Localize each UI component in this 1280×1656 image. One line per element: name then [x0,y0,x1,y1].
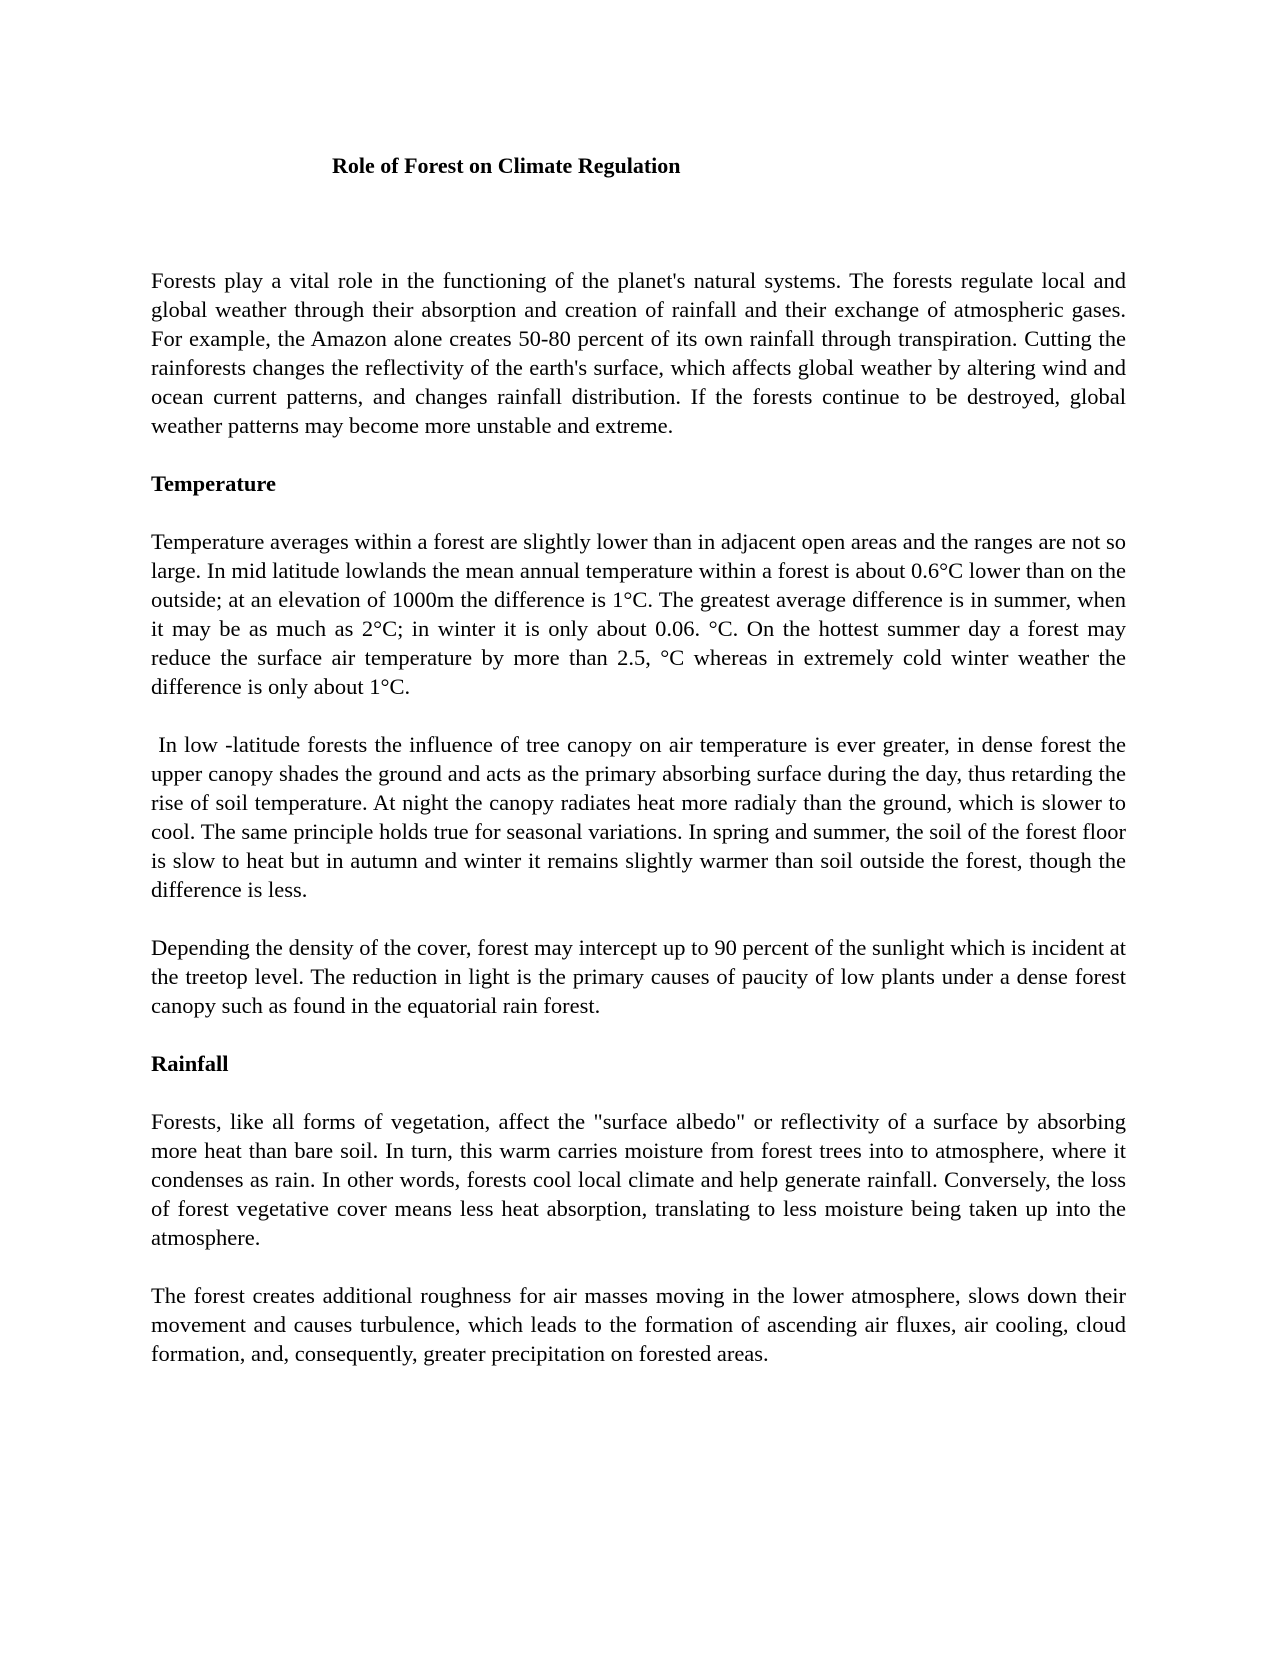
temperature-paragraph-1: Temperature averages within a forest are slightly lower than in adjacent open areas and the ranges are not so large. In mid latitude lowlands the mean annual temperature within a forest is about 0.6°C lower than on the outside; at an elevation of 1000m the difference is 1°C. The greatest average difference is in summer, when it may be as much as 2°C; in winter it is only about 0.06. °C. On the hottest summer day a forest may reduce the surface air temperature by more than 2.5, °C whereas in extremely cold winter weather the difference is only about 1°C. [151,529,1132,699]
rainfall-heading: Rainfall [151,1051,229,1076]
temperature-paragraph-3: Depending the density of the cover, forest may intercept up to 90 percent of the sunlight which is incident at the treetop level. The reduction in light is the primary causes of paucity of low plants under a dense forest canopy such as found in the equatorial rain forest. [151,935,1126,1018]
document-title: Role of Forest on Climate Regulation [332,153,681,178]
rainfall-paragraph-2: The forest creates additional roughness for air masses moving in the lower atmosphere, slows down their movement and causes turbulence, which leads to the formation of ascending air fluxes, air cooling, cloud formation, and, consequently, greater precipitation on forested areas. [151,1283,1126,1366]
intro-paragraph: Forests play a vital role in the functioning of the planet's natural systems. The forests regulate local and global weather through their absorption and creation of rainfall and their exchange of atmospheric gases. For example, the Amazon alone creates 50-80 percent of its own rainfall through transpiration. Cutting the rainforests changes the reflectivity of the earth's surface, which affects global weather by altering wind and ocean current patterns, and changes rainfall distribution. If the forests continue to be destroyed, global weather patterns may become more unstable and extreme. [151,268,1126,438]
temperature-heading: Temperature [151,471,276,496]
rainfall-paragraph-1: Forests, like all forms of vegetation, affect the "surface albedo" or reflectivity of a surface by absorbing more heat than bare soil. In turn, this warm carries moisture from forest trees into to atmosphere, where it condenses as rain. In other words, forests cool local climate and help generate rainfall. Conversely, the loss of forest vegetative cover means less heat absorption, translating to less moisture being taken up into the atmosphere. [151,1109,1126,1250]
temperature-paragraph-2: In low -latitude forests the influence of tree canopy on air temperature is ever greater, in dense forest the upper canopy shades the ground and acts as the primary absorbing surface during the day, thus retarding the rise of soil temperature. At night the canopy radiates heat more radialy than the ground, which is slower to cool. The same principle holds true for seasonal variations. In spring and summer, the soil of the forest floor is slow to heat but in autumn and winter it remains slightly warmer than soil outside the forest, though the difference is less. [151,732,1132,902]
document-body [151,266,1132,1397]
